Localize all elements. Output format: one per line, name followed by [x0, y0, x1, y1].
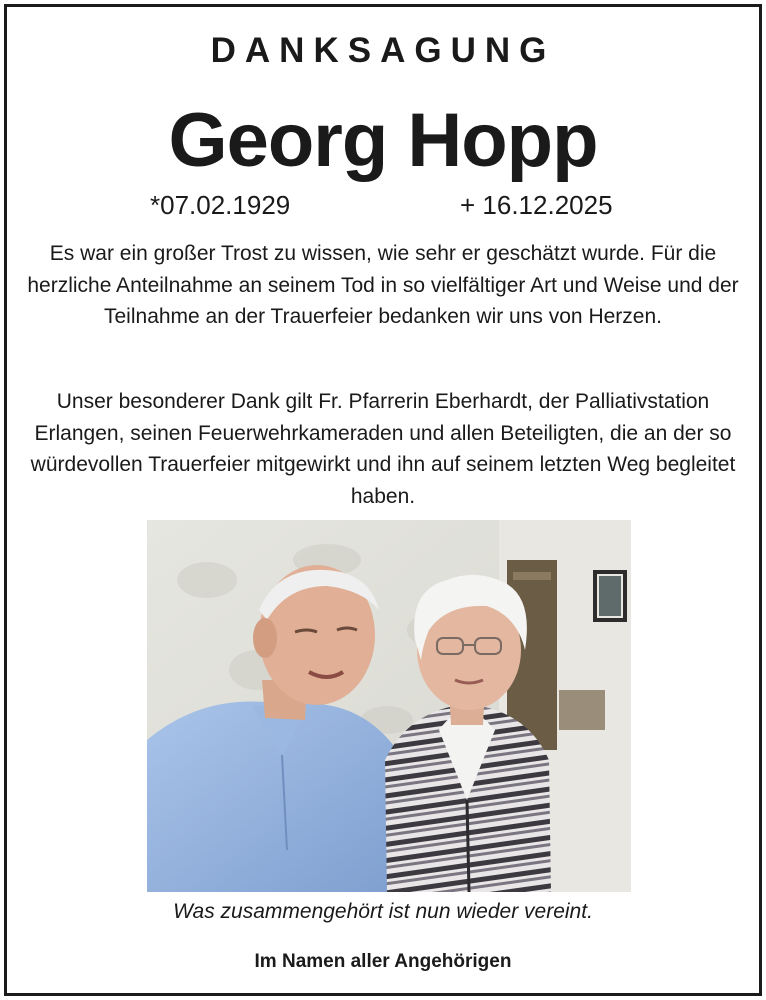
signature: Im Namen aller Angehörigen	[254, 951, 512, 972]
death-date: + 16.12.2025	[460, 190, 613, 220]
notice-heading: DANKSAGUNG	[210, 31, 556, 70]
thanks-paragraph-2: Unser besonderer Dank gilt Fr. Pfarrerin Eberhardt, der Palliativstation Erlangen, seinen Feuerwehrkameraden und allen Beteiligten, die an der so würdevollen Trauerfeier mitgewirkt und ihn auf seinem letzten Weg begleitet haben.	[30, 390, 736, 508]
deceased-name: Georg Hopp	[168, 98, 598, 183]
birth-date: *07.02.1929	[150, 190, 291, 220]
notice-border	[4, 4, 762, 996]
photo-caption: Was zusammengehört ist nun wieder vereint.	[173, 900, 593, 923]
couple-photo	[147, 520, 631, 892]
thanks-paragraph-1: Es war ein großer Trost zu wissen, wie sehr er geschätzt wurde. Für die herzliche Anteilnahme an seinem Tod in so vielfältiger Art und Weise und der Teilnahme an der Trauerfeier bedanken wir uns von Herzen.	[27, 242, 739, 328]
